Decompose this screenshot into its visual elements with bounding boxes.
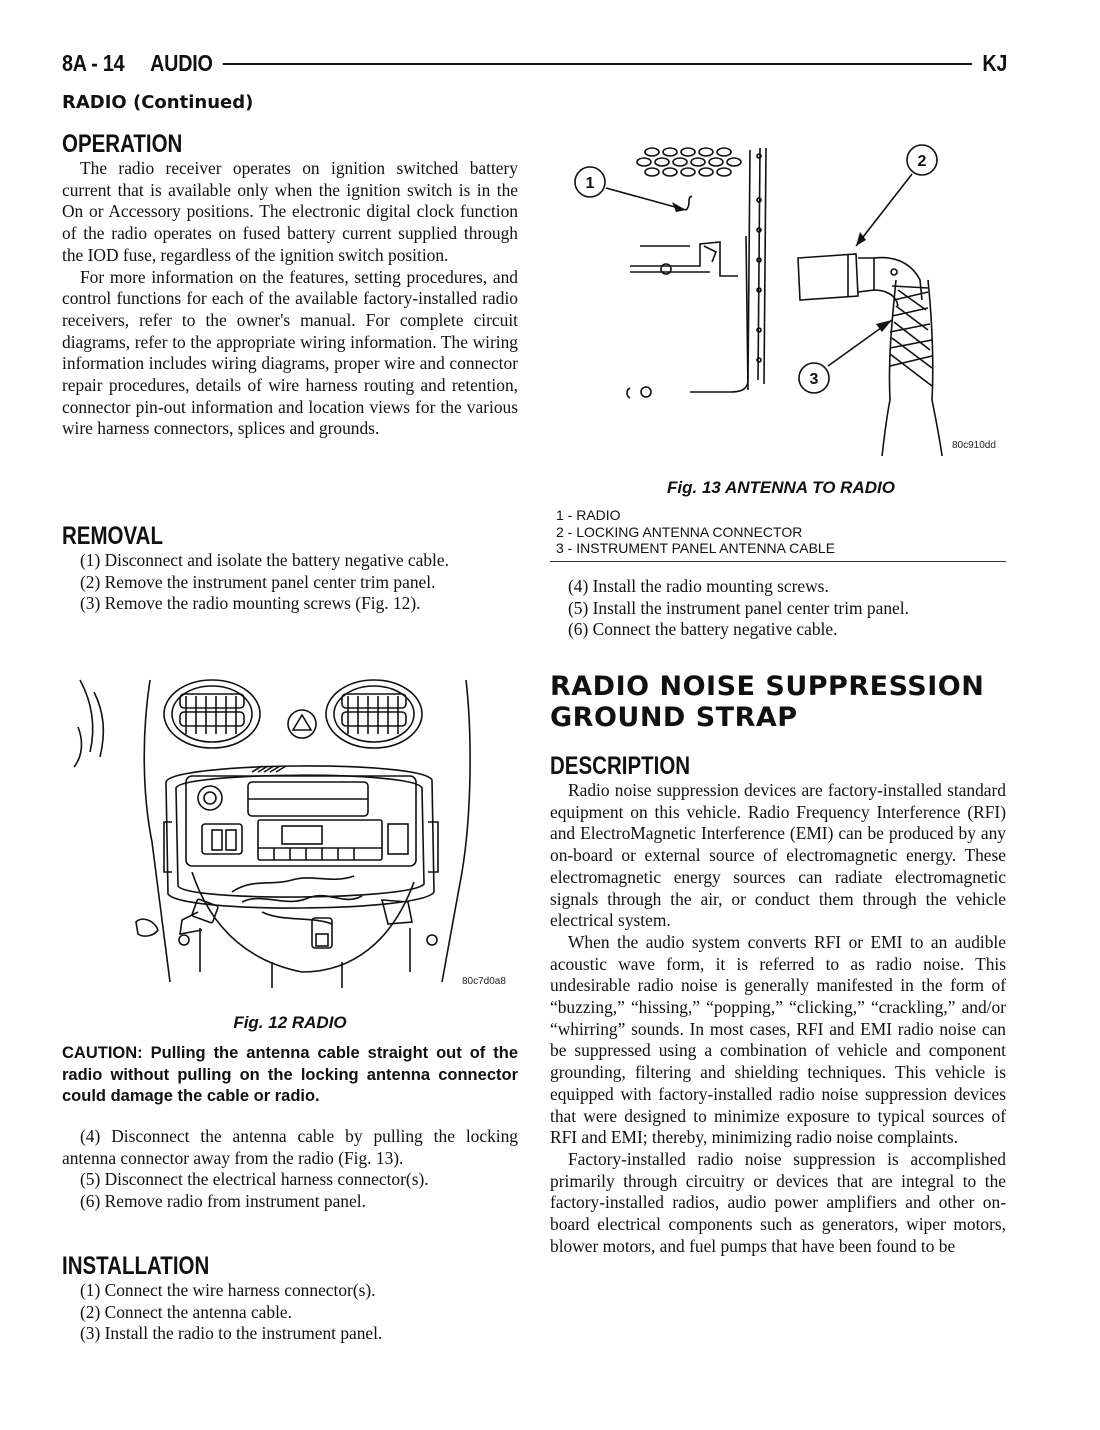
installation-step-2: (2) Connect the antenna cable. [80,1301,292,1322]
noise-title-line-1: RADIO NOISE SUPPRESSION [550,671,985,702]
legend-rule [550,561,1006,562]
description-heading: DESCRIPTION [550,752,691,780]
installation-steps-a [62,1280,518,1345]
removal-steps-b [62,1126,518,1213]
description-text [550,780,1006,1257]
description-paragraph-2: When the audio system converts RFI or EMI to an audible acoustic wave form, it is referred to as radio noise. This undesirable radio noise is generally manifested in the form of “buzzing,” “hissing,” “popping,” “clicking,” “crackling,” and/or “whirring” sounds. In most cases, RFI and EMI radio noise can be suppressed using a combination of vehicle and component grounding, filtering and shielding techniques. This vehicle is equipped with factory-installed radio noise suppression devices that were designed to minimize exposure to typical sources of RFI and EMI; thereby, minimizing radio noise complaints. [550,931,1006,1148]
installation-heading: INSTALLATION [62,1252,210,1280]
continued-heading: RADIO (Continued) [62,92,254,113]
description-paragraph-3: Factory-installed radio noise suppression is accomplished primarily through circuitry or devices that are integral to the factory-installed radios, audio power amplifiers and other on-board electrical components such as generators, wiper motors, blower motors, and fuel pumps that have been found to be [550,1148,1006,1256]
fig13-caption: Fig. 13 ANTENNA TO RADIO [667,478,895,497]
fig12-caption: Fig. 12 RADIO [233,1013,347,1032]
removal-heading: REMOVAL [62,522,163,550]
caution-note: CAUTION: Pulling the antenna cable straight out of the radio without pulling on the locking antenna connector could damage the cable or radio. [62,1044,518,1105]
removal-step-2: (2) Remove the instrument panel center trim panel. [80,571,436,592]
installation-step-5: (5) Install the instrument panel center trim panel. [568,597,909,618]
removal-step-6: (6) Remove radio from instrument panel. [80,1191,366,1212]
callout-3: 3 [809,371,819,388]
operation-paragraph-1: The radio receiver operates on ignition switched battery current that is available only when the ignition switch is in the On or Accessory positions. The electronic digital clock function of the radio operates on fused battery current supplied through the IOD fuse, regardless of the ignition switch position. [62,158,518,265]
operation-paragraph-2: For more information on the features, setting procedures, and control functions for each of the available factory-installed radio receivers, refer to the owner's manual. For complete circuit diagrams, refer to the appropriate wiring information. The wiring information includes wiring diagrams, proper wire and connector repair procedures, details of wire harness routing and retention, connector pin-out information and location views for the various wire harness connectors, splices and grounds. [62,266,518,439]
noise-section-title [550,671,1006,733]
legend-item-2: 2 - LOCKING ANTENNA CONNECTOR [556,523,803,540]
removal-step-4: (4) Disconnect the antenna cable by pulling the locking antenna connector away from the radio (Fig. 13). [62,1126,518,1168]
callout-2: 2 [917,153,927,170]
model-code: KJ [982,50,1008,76]
removal-step-1: (1) Disconnect and isolate the battery negative cable. [80,550,449,570]
legend-item-1: 1 - RADIO [556,507,621,523]
removal-steps-a [62,550,518,615]
operation-heading: OPERATION [62,130,183,158]
antenna-illustration [560,140,1006,456]
page-header [62,50,1007,80]
installation-steps-b [550,576,1006,641]
radio-vent-holes [637,148,741,176]
fig12-image-code: 80c7d0a8 [462,976,506,987]
installation-step-4: (4) Install the radio mounting screws. [568,576,829,596]
legend-item-3: 3 - INSTRUMENT PANEL ANTENNA CABLE [556,540,836,556]
callout-1: 1 [585,175,595,192]
fig13-image-code: 80c910dd [952,440,996,451]
description-paragraph-1: Radio noise suppression devices are factory-installed standard equipment on this vehicle. Radio Frequency Interference (RFI) and ElectroMagnetic Interference (EMI) can be produced by any on-board or external source of electromagnetic energy. These electromagnetic energy sources can radiate electromagnetic signals through the air, or conduct them through the vehicle electrical system. [550,780,1006,931]
operation-text [62,158,518,440]
removal-step-5: (5) Disconnect the electrical harness connector(s). [80,1169,429,1190]
installation-step-3: (3) Install the radio to the instrument panel. [80,1323,383,1344]
section-name: AUDIO [150,50,213,76]
installation-step-6: (6) Connect the battery negative cable. [568,619,838,640]
radio-illustration [62,672,518,990]
noise-title-line-2: GROUND STRAP [550,702,798,733]
removal-step-3: (3) Remove the radio mounting screws (Fig. 12). [80,593,421,614]
installation-step-1: (1) Connect the wire harness connector(s). [80,1280,376,1300]
fig13-legend [556,507,1006,557]
page-number: 8A - 14 [62,50,125,76]
header-rule [223,63,972,65]
